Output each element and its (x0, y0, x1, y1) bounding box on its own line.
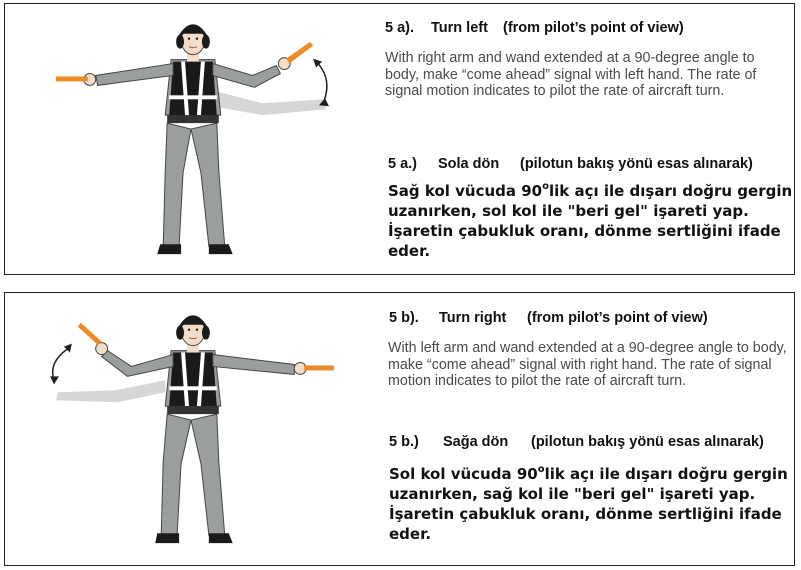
english-description: With left arm and wand extended at a 90-degree angle to body, make “come ahead” signal with right hand. The rate of signal motion indicates to pilot the rate of aircraft turn. (388, 340, 787, 389)
signal-note: (from pilot’s point of view) (527, 310, 708, 326)
turkish-text-part: Sol kol vücuda 90 (389, 465, 538, 483)
turkish-text-part: lik açı ile dışarı doğru gergin uzanırken, sol kol ile "beri gel" işareti yap. İşaretin çabukluk oranı, dönme sertliğini ifade eder. (388, 182, 793, 260)
signal-panel-turn-left (4, 3, 795, 275)
marshaller-turn-left-illustration (5, 4, 375, 274)
signal-title: Sola dön (438, 156, 500, 172)
turkish-heading (388, 156, 753, 172)
english-heading (385, 20, 684, 36)
wand-icon (78, 323, 102, 345)
motion-arm-ghost (217, 91, 326, 115)
signal-note: (pilotun bakış yönü esas alınarak) (520, 156, 753, 172)
turkish-description (389, 464, 794, 544)
signal-panel-turn-right (4, 292, 795, 566)
signal-number: 5 b). (389, 310, 419, 326)
turkish-text-part: lik açı ile dışarı doğru gergin uzanırken, sağ kol ile "beri gel" işareti yap. İşaretin çabukluk oranı, dönme sertliğini ifade eder. (389, 465, 788, 543)
wand-icon (286, 42, 313, 64)
degree-mark: o (537, 464, 545, 475)
signal-number: 5 b.) (389, 434, 419, 450)
signal-title: Turn right (439, 310, 507, 326)
motion-arm-ghost (56, 380, 165, 402)
signal-note: (pilotun bakış yönü esas alınarak) (531, 434, 764, 450)
turkish-text-part: Sağ kol vücuda 90 (388, 182, 543, 200)
signal-title: Turn left (431, 20, 488, 36)
degree-mark: o (542, 181, 549, 192)
motion-arrow-icon (50, 344, 72, 385)
wand-icon (56, 76, 88, 81)
signal-number: 5 a.) (388, 156, 418, 172)
english-description: With right arm and wand extended at a 90-degree angle to body, make “come ahead” signal with left hand. The rate of signal motion indicates to pilot the rate of aircraft turn. (385, 50, 757, 99)
signal-number: 5 a). (385, 20, 415, 36)
english-heading (389, 310, 708, 326)
signal-note: (from pilot’s point of view) (503, 20, 684, 36)
signal-title: Sağa dön (443, 434, 509, 450)
wand-icon (304, 365, 334, 370)
turkish-heading (389, 434, 764, 450)
motion-arrow-icon (313, 59, 329, 107)
turkish-description (388, 181, 793, 261)
marshaller-turn-right-illustration (5, 293, 375, 565)
